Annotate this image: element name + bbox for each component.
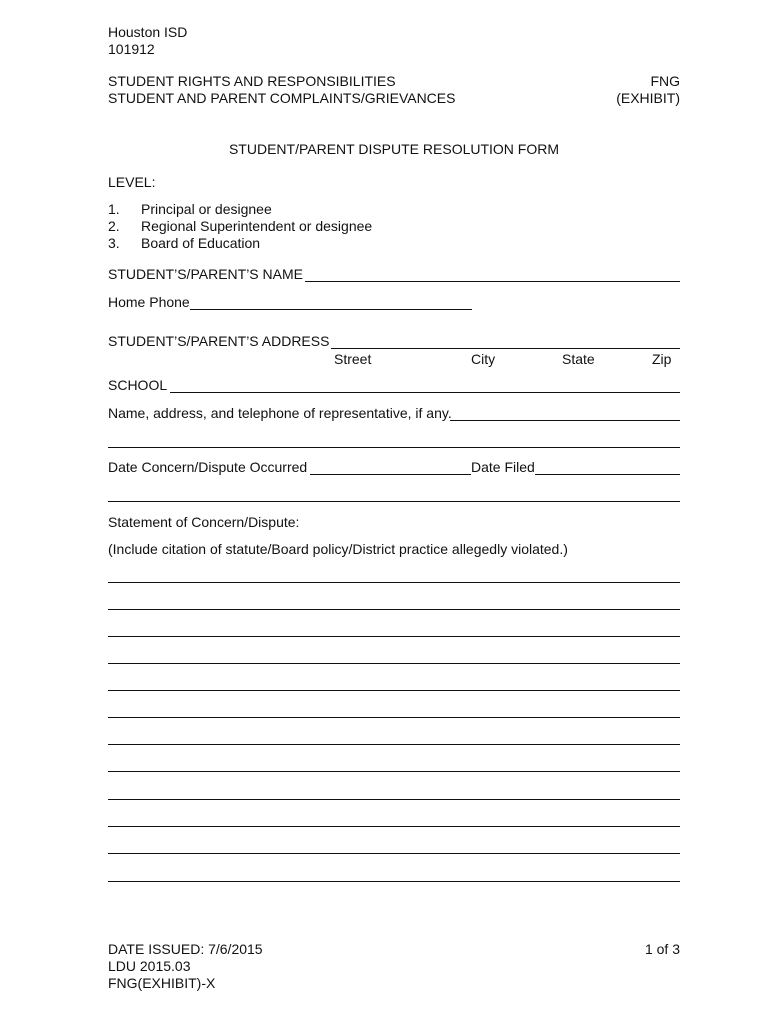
address-city-caption: City	[471, 351, 496, 367]
address-street-caption: Street	[334, 351, 372, 367]
name-field[interactable]	[305, 281, 680, 282]
address-label: STUDENT’S/PARENT’S ADDRESS	[108, 333, 330, 349]
school-field[interactable]	[170, 392, 680, 393]
policy-code: FNG	[650, 73, 680, 89]
form-title: STUDENT/PARENT DISPUTE RESOLUTION FORM	[228, 141, 560, 157]
statement-line[interactable]	[108, 636, 680, 637]
level-3-text: Board of Education	[141, 235, 261, 251]
statement-line[interactable]	[108, 826, 680, 827]
date-occurred-field[interactable]	[310, 474, 471, 475]
date-occurred-label: Date Concern/Dispute Occurred	[108, 459, 308, 475]
address-field[interactable]	[331, 348, 680, 349]
district-name: Houston ISD	[108, 24, 188, 40]
statement-line[interactable]	[108, 690, 680, 691]
policy-code-type: (EXHIBIT)	[616, 90, 680, 106]
date-filed-label: Date Filed	[471, 459, 535, 475]
statement-line[interactable]	[108, 744, 680, 745]
statement-line[interactable]	[108, 853, 680, 854]
home-phone-label: Home Phone	[108, 294, 190, 310]
home-phone-field[interactable]	[190, 309, 472, 310]
statement-line[interactable]	[108, 609, 680, 610]
statement-label: Statement of Concern/Dispute:	[108, 514, 300, 530]
school-label: SCHOOL	[108, 377, 168, 393]
level-1-text: Principal or designee	[141, 201, 272, 217]
section-title-1: STUDENT RIGHTS AND RESPONSIBILITIES	[108, 73, 396, 89]
section-title-2: STUDENT AND PARENT COMPLAINTS/GRIEVANCES	[108, 90, 456, 106]
statement-note: (Include citation of statute/Board policy/District practice allegedly violated.)	[108, 541, 568, 557]
footer-page-number: 1 of 3	[644, 941, 680, 957]
footer-code: FNG(EXHIBIT)-X	[108, 975, 216, 991]
level-label: LEVEL:	[108, 174, 156, 190]
representative-field[interactable]	[450, 420, 680, 421]
footer-ldu: LDU 2015.03	[108, 958, 191, 974]
level-3-number: 3.	[108, 235, 120, 251]
date-extra-line[interactable]	[108, 501, 680, 502]
address-zip-caption: Zip	[652, 351, 672, 367]
representative-field-line-2[interactable]	[108, 447, 680, 448]
statement-line[interactable]	[108, 663, 680, 664]
statement-line[interactable]	[108, 717, 680, 718]
level-1-number: 1.	[108, 201, 120, 217]
statement-line[interactable]	[108, 582, 680, 583]
name-label: STUDENT’S/PARENT’S NAME	[108, 266, 303, 282]
statement-line[interactable]	[108, 881, 680, 882]
representative-label: Name, address, and telephone of representative, if any.	[108, 405, 452, 421]
level-2-number: 2.	[108, 218, 120, 234]
statement-line[interactable]	[108, 771, 680, 772]
level-2-text: Regional Superintendent or designee	[141, 218, 373, 234]
district-code: 101912	[108, 41, 155, 57]
address-state-caption: State	[562, 351, 595, 367]
statement-line[interactable]	[108, 799, 680, 800]
date-filed-field[interactable]	[535, 474, 680, 475]
footer-date-issued: DATE ISSUED: 7/6/2015	[108, 941, 263, 957]
